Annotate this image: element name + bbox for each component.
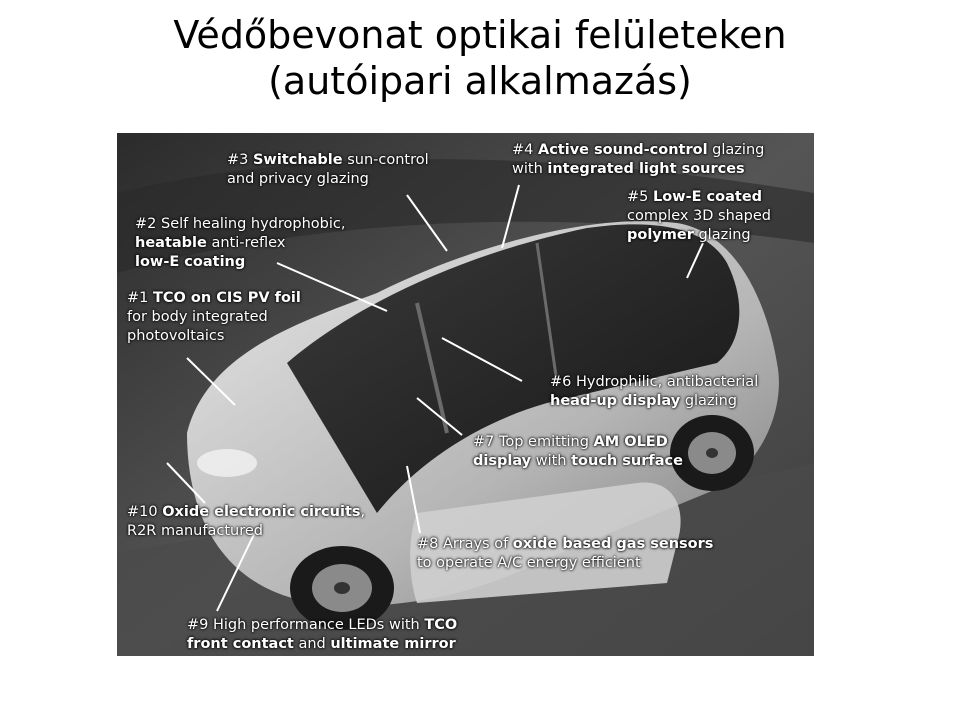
annotation-text: Active sound-control xyxy=(537,142,708,158)
annotation-text: and privacy glazing xyxy=(227,171,369,187)
annotation-line xyxy=(187,635,457,654)
annotation-line xyxy=(135,215,345,234)
annotation-text: , xyxy=(360,504,366,520)
annotation-5 xyxy=(627,188,771,245)
annotation-line xyxy=(227,151,429,170)
annotation-text: head-up display xyxy=(550,393,681,409)
annotation-text: complex 3D shaped xyxy=(627,208,772,224)
annotation-text: Low-E coated xyxy=(652,189,763,205)
annotation-text: with xyxy=(531,453,572,469)
annotation-4 xyxy=(512,141,764,179)
annotation-line xyxy=(512,141,764,160)
annotation-text: Oxide electronic circuits xyxy=(162,504,361,520)
annotation-text: sun-control xyxy=(342,152,429,168)
annotation-text: #7 Top emitting xyxy=(473,434,594,450)
annotation-line xyxy=(627,188,771,207)
annotation-line xyxy=(227,170,429,189)
annotation-text: TCO xyxy=(424,617,458,633)
annotation-line xyxy=(135,253,345,272)
annotation-text: polymer xyxy=(627,227,694,243)
annotation-9 xyxy=(187,616,457,654)
annotation-text: display xyxy=(473,453,532,469)
annotation-1 xyxy=(127,289,301,346)
slide-title-line-1: Védőbevonat optikai felületeken xyxy=(173,13,787,57)
car-illustration xyxy=(117,133,814,656)
slide-title xyxy=(0,12,960,104)
annotation-line xyxy=(127,522,365,541)
annotation-text: for body integrated xyxy=(127,309,268,325)
annotation-text: with xyxy=(512,161,548,177)
annotation-text: low-E coating xyxy=(135,254,246,270)
annotation-text: #3 xyxy=(227,152,253,168)
annotation-text: anti-reflex xyxy=(206,235,286,251)
annotation-text: touch surface xyxy=(571,453,683,469)
annotation-line xyxy=(127,289,301,308)
annotation-line xyxy=(127,308,301,327)
annotation-line xyxy=(187,616,457,635)
annotation-text: AM OLED xyxy=(593,434,668,450)
annotation-line xyxy=(127,503,365,522)
annotation-text: #8 Arrays of xyxy=(417,536,513,552)
annotation-text: glazing xyxy=(707,142,765,158)
annotation-text: #6 Hydrophilic, antibacterial xyxy=(550,374,759,390)
annotation-text: heatable xyxy=(135,235,207,251)
annotation-8 xyxy=(417,535,713,573)
annotation-text: #9 High performance LEDs with xyxy=(187,617,425,633)
annotation-text: glazing xyxy=(693,227,751,243)
annotation-3 xyxy=(227,151,429,189)
annotation-line xyxy=(135,234,345,253)
annotation-text: and xyxy=(293,636,331,652)
annotation-line xyxy=(417,554,713,573)
annotation-text: #2 Self healing hydrophobic, xyxy=(135,216,346,232)
annotation-10 xyxy=(127,503,365,541)
annotation-line xyxy=(417,535,713,554)
annotation-text: Switchable xyxy=(252,152,343,168)
annotation-line xyxy=(473,433,683,452)
annotation-text: photovoltaics xyxy=(127,328,225,344)
annotation-line xyxy=(550,392,758,411)
slide-title-line-2: (autóipari alkalmazás) xyxy=(268,59,692,103)
annotation-line xyxy=(627,207,771,226)
annotation-line xyxy=(627,226,771,245)
annotation-text: oxide based gas sensors xyxy=(512,536,714,552)
annotation-6 xyxy=(550,373,758,411)
annotation-text: to operate A/C energy efficient xyxy=(417,555,641,571)
annotation-text: #1 xyxy=(127,290,153,306)
annotation-text: front contact xyxy=(187,636,294,652)
annotation-2 xyxy=(135,215,345,272)
annotation-text: R2R manufactured xyxy=(127,523,263,539)
annotation-text: TCO on CIS PV foil xyxy=(152,290,301,306)
annotation-text: #5 xyxy=(627,189,653,205)
annotation-line xyxy=(550,373,758,392)
annotation-line xyxy=(473,452,683,471)
annotation-line xyxy=(127,327,301,346)
annotation-7 xyxy=(473,433,683,471)
annotation-text: #4 xyxy=(512,142,538,158)
annotation-text: #10 xyxy=(127,504,163,520)
annotation-text: glazing xyxy=(680,393,737,409)
annotation-line xyxy=(512,160,764,179)
annotation-text: integrated light sources xyxy=(547,161,745,177)
annotation-text: ultimate mirror xyxy=(330,636,456,652)
